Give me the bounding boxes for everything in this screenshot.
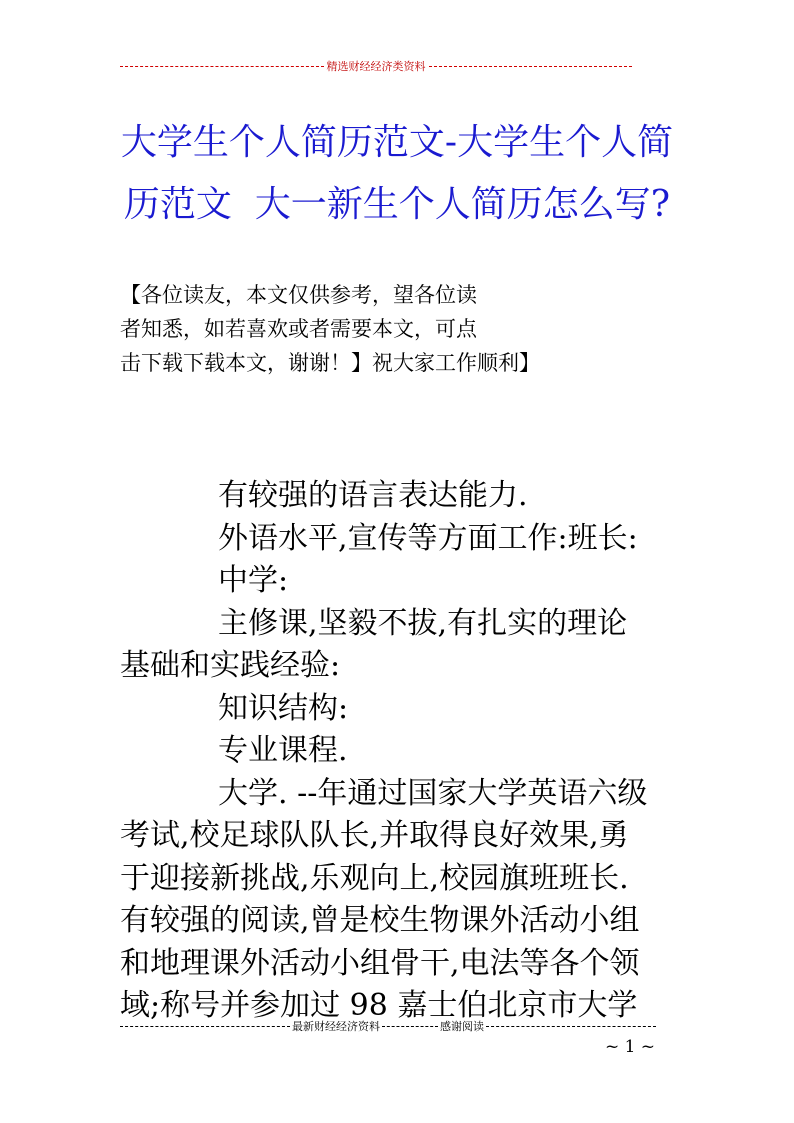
paragraph-line: 于迎接新挑战,乐观向上,校园旗班班长. [120, 860, 629, 896]
header-rule [120, 59, 632, 73]
paragraph-line: 考试,校足球队队长,并取得良好效果,勇 [120, 818, 629, 853]
paragraph-line: 基础和实践经验: [120, 648, 341, 683]
footer-dashed-line-right [486, 1026, 656, 1027]
paragraph-knowledge-structure: 知识结构: [218, 690, 349, 726]
footer-left-label: 最新财经经济资料 [292, 1020, 380, 1033]
page-number: ~ 1 ~ [604, 1037, 656, 1057]
paragraph-university [120, 773, 680, 1028]
footer-dashed-line-left [120, 1026, 290, 1027]
header-label: 精选财经经济类资料 [326, 60, 426, 73]
paragraph-professional-courses: 专业课程. [218, 733, 348, 768]
footer-dashed-line-middle [382, 1026, 438, 1027]
header-dashed-line-right [429, 66, 633, 67]
header-dashed-line-left [120, 66, 324, 67]
notice-line-1: 【各位读友，本文仅供参考，望各位读 [120, 283, 477, 307]
paragraph-foreign-language: 外语水平,宣传等方面工作:班长: [218, 520, 638, 556]
title-line-1: 大学生个人简历范文-大学生个人简 [120, 122, 674, 163]
paragraph-middle-school: 中学: [218, 563, 289, 598]
document-body [120, 475, 680, 1028]
footer-right-label: 感谢阅读 [440, 1020, 484, 1033]
paragraph-line: 大学. --年通过国家大学英语六级 [218, 775, 648, 811]
paragraph-line: 域;称号并参加过 98 嘉士伯北京市大学 [120, 988, 638, 1023]
notice-line-3: 击下载下载本文，谢谢！】祝大家工作顺利】 [120, 351, 540, 375]
footer-rule [120, 1019, 656, 1033]
paragraph-language-ability: 有较强的语言表达能力. [218, 478, 528, 513]
document-title [100, 112, 694, 236]
title-line-2: 历范文 大一新生个人简历怎么写? [123, 184, 671, 225]
paragraph-line: 有较强的阅读,曾是校生物课外活动小组 [120, 903, 640, 938]
paragraph-line: 和地理课外活动小组骨干,电法等各个领 [120, 945, 640, 981]
notice-line-2: 者知悉，如若喜欢或者需要本文，可点 [120, 317, 477, 341]
paragraph-main-courses [120, 603, 680, 688]
paragraph-line: 主修课,坚毅不拔,有扎实的理论 [218, 605, 628, 641]
reader-notice [120, 278, 680, 380]
